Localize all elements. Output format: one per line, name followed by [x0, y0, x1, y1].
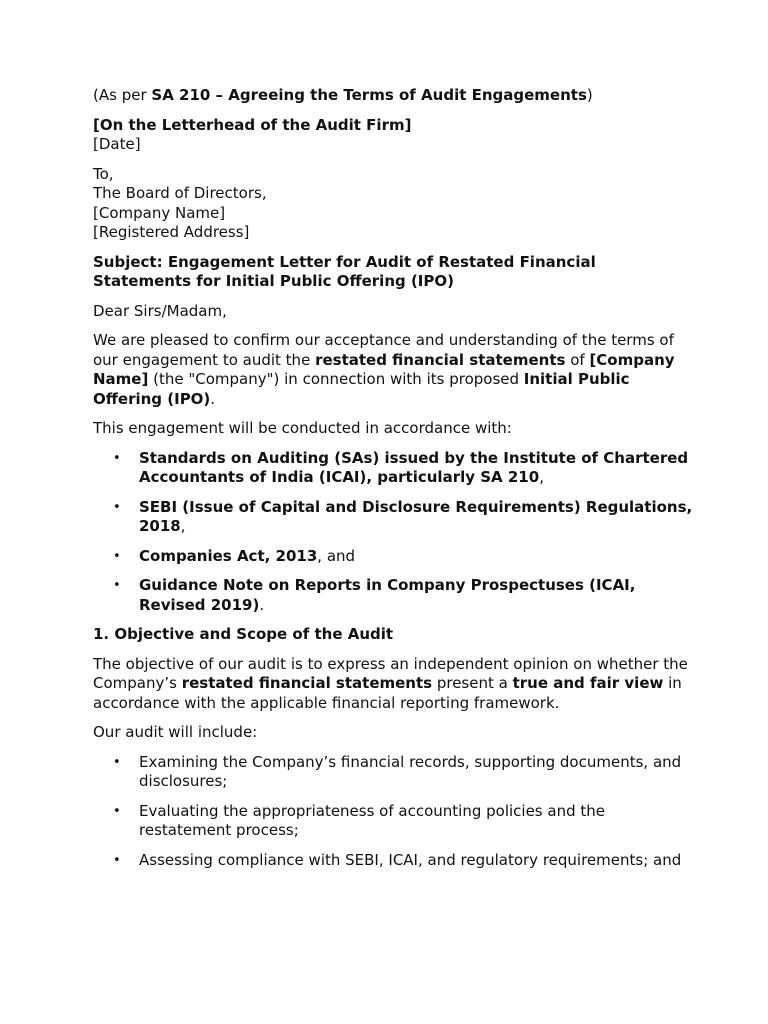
letterhead-block — [93, 116, 693, 155]
address-registered: [Registered Address] — [93, 223, 250, 241]
accordance-item-tail: . — [259, 595, 265, 614]
accordance-item-bold: Standards on Auditing (SAs) issued by the Institute of Chartered Accountants of India (ICAI), particularly SA 210 — [139, 448, 689, 486]
address-board: The Board of Directors, — [93, 184, 267, 202]
objective-paragraph — [93, 655, 693, 714]
as-per-open: (As per — [93, 86, 152, 104]
list-item — [93, 498, 693, 537]
include-item-text: Examining the Company’s financial records, supporting documents, and disclosures; — [139, 752, 682, 790]
objective-text-1: The objective of our audit is to express an independent opinion on whether the Company’s — [93, 654, 688, 692]
include-item-text: Evaluating the appropriateness of accounting policies and the restatement process; — [139, 801, 605, 839]
objective-text-2: present a — [432, 674, 513, 692]
accordance-item-bold: Companies Act, 2013 — [139, 546, 318, 565]
as-per-reference — [93, 86, 693, 106]
address-to: To, — [93, 164, 114, 183]
intro-text-4: . — [210, 389, 216, 408]
list-item — [93, 753, 693, 792]
accordance-list — [93, 449, 693, 616]
intro-bold-company: [Company Name] — [93, 350, 675, 388]
accordance-item-tail: , — [539, 468, 544, 486]
include-intro: Our audit will include: — [93, 723, 258, 741]
intro-text-1: We are pleased to confirm our acceptance and understanding of the terms of our engagement to audit the — [93, 331, 674, 369]
address-block — [93, 165, 693, 243]
subject-line: Subject: Engagement Letter for Audit of Restated Financial Statements for Initial Public Offering (IPO) — [93, 252, 596, 290]
accordance-item-tail: , and — [317, 546, 356, 565]
bullet-icon: • — [113, 803, 121, 819]
bullet-icon: • — [113, 450, 121, 466]
bullet-icon: • — [113, 578, 121, 593]
list-item — [93, 576, 693, 615]
objective-bold-restated: restated financial statements — [181, 674, 433, 692]
bullet-icon: • — [113, 548, 121, 564]
list-item — [93, 547, 693, 567]
intro-paragraph — [93, 331, 693, 409]
accordance-item-bold: Guidance Note on Reports in Company Prospectuses (ICAI, Revised 2019) — [139, 576, 636, 614]
bullet-icon: • — [113, 852, 121, 868]
as-per-close: ) — [586, 86, 593, 104]
bullet-icon: • — [113, 499, 121, 515]
intro-text-3: (the "Company") in connection with its proposed — [148, 370, 524, 388]
accordance-item-bold: SEBI (Issue of Capital and Disclosure Requirements) Regulations, 2018 — [139, 497, 693, 535]
intro-bold-ipo: Initial Public Offering (IPO) — [93, 370, 630, 408]
accordance-intro: This engagement will be conducted in accordance with: — [93, 419, 512, 437]
letterhead-placeholder: [On the Letterhead of the Audit Firm] — [93, 115, 412, 134]
intro-bold-restated: restated financial statements — [315, 350, 566, 369]
objective-text-3: in accordance with the applicable financial reporting framework. — [93, 674, 682, 712]
salutation: Dear Sirs/Madam, — [93, 301, 227, 320]
bullet-icon: • — [113, 754, 121, 770]
as-per-standard: SA 210 – Agreeing the Terms of Audit Engagements — [151, 86, 587, 104]
accordance-item-tail: , — [180, 517, 186, 535]
include-item-text: Assessing compliance with SEBI, ICAI, and regulatory requirements; and — [139, 850, 682, 869]
objective-bold-true-fair: true and fair view — [512, 674, 664, 692]
intro-text-2: of — [565, 350, 590, 369]
list-item — [93, 851, 693, 871]
document-page — [93, 86, 693, 880]
date-placeholder: [Date] — [93, 135, 141, 153]
section-heading-objective: 1. Objective and Scope of the Audit — [93, 625, 394, 643]
address-company: [Company Name] — [93, 203, 226, 222]
list-item — [93, 449, 693, 488]
list-item — [93, 802, 693, 841]
include-list — [93, 753, 693, 871]
